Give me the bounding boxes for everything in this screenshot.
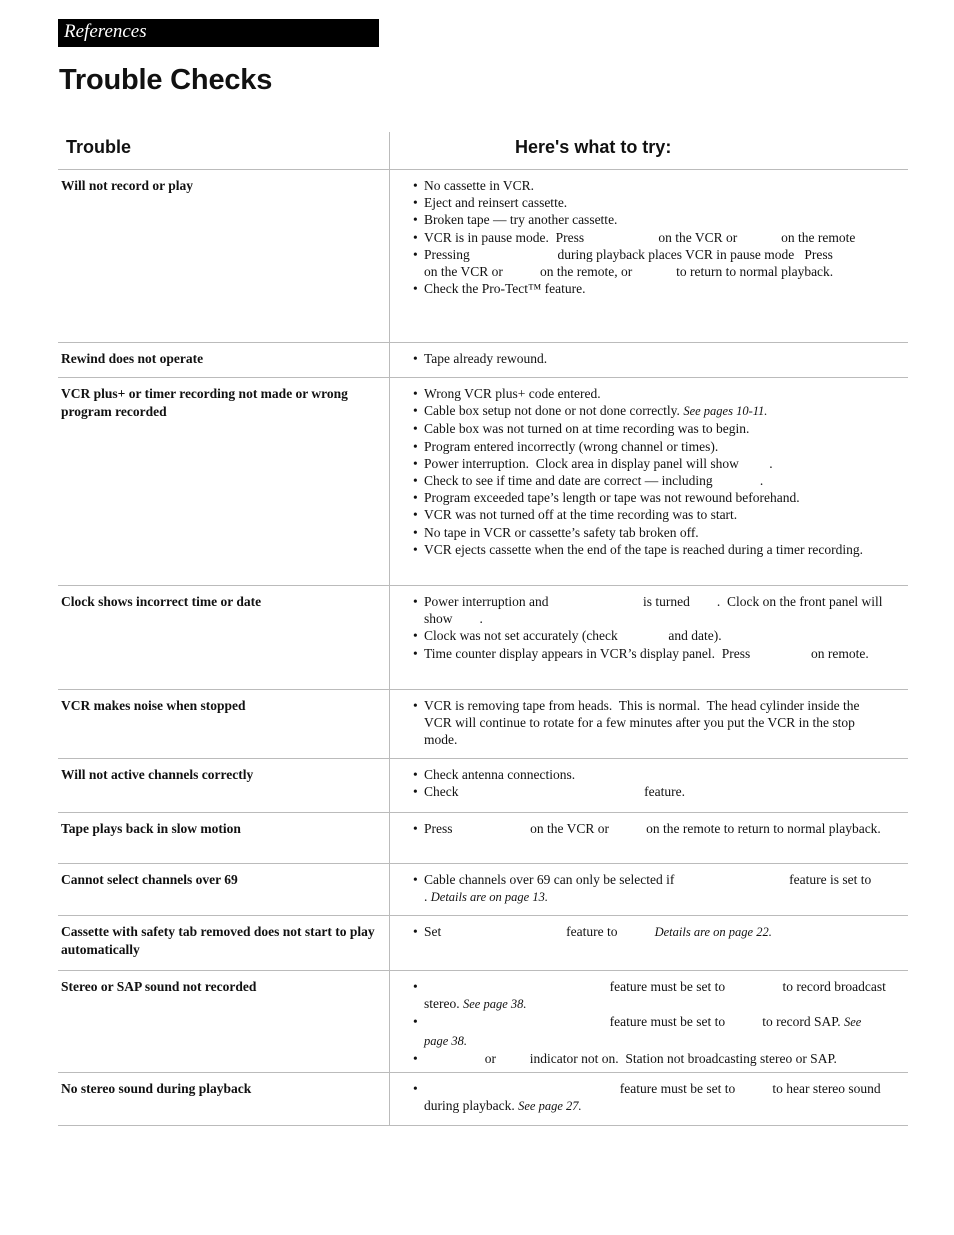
tip-text: VCR is removing tape from heads. This is normal. The head cylinder inside the VCR will continue to rotate for a few minutes after you put the VCR in the stop mode. — [424, 698, 863, 748]
section-header-bar — [58, 19, 379, 47]
trouble-label: Will not active channels correctly — [61, 767, 254, 782]
tip-text: Check the Pro-Tect™ feature. — [424, 281, 586, 297]
tip-item — [410, 420, 888, 437]
trouble-label: Stereo or SAP sound not recorded — [61, 979, 257, 994]
tip-text: Pressing during playback places VCR in pause mode Press on the VCR or on the remote, or to return to normal playback. — [424, 246, 897, 280]
tips-list — [410, 1080, 888, 1115]
trouble-label: Cannot select channels over 69 — [61, 872, 238, 887]
table-header — [58, 132, 908, 170]
tip-text: Power interruption and is turned . Clock on the front panel will show . — [424, 594, 886, 627]
trouble-label: VCR makes noise when stopped — [61, 698, 246, 713]
tip-text: Eject and reinsert cassette. — [424, 195, 568, 211]
page-title: Trouble Checks — [59, 64, 273, 96]
tip-item — [410, 923, 888, 941]
table-row — [58, 916, 908, 971]
tip-item — [410, 506, 888, 523]
tip-text: VCR is in pause mode. Press on the VCR or on the remote — [424, 229, 856, 245]
page-reference: See page 27. — [518, 1099, 582, 1114]
tip-item — [410, 783, 888, 800]
tips-list — [410, 820, 888, 837]
page-reference: See pages 10-11. — [683, 404, 768, 419]
tip-item — [410, 820, 888, 837]
tip-text: VCR ejects cassette when the end of the tape is reached during a timer recording. — [424, 541, 863, 557]
tip-text: Cable channels over 69 can only be selected if feature is set to . — [424, 872, 916, 905]
tip-text: feature must be set to to record SAP. — [424, 1014, 841, 1030]
tips-list — [410, 593, 888, 662]
tips-list — [410, 385, 888, 558]
table-row — [58, 378, 908, 586]
table-row — [58, 813, 908, 864]
tip-item — [410, 627, 888, 644]
tip-item — [410, 697, 888, 749]
tips-list — [410, 350, 888, 367]
trouble-label: Clock shows incorrect time or date — [61, 594, 262, 609]
tip-text: Cable box setup not done or not done correctly. — [424, 403, 680, 419]
trouble-label: Will not record or play — [61, 178, 194, 193]
table-row — [58, 864, 916, 916]
tip-item — [410, 350, 888, 367]
table-body — [58, 170, 916, 1126]
tip-item — [410, 1013, 888, 1049]
tip-text: Set feature to — [424, 924, 652, 939]
column-header-trouble: Trouble — [66, 137, 132, 157]
tip-text: No cassette in VCR. — [424, 178, 534, 193]
tip-item — [410, 402, 888, 420]
tip-text: Check antenna connections. — [424, 767, 576, 782]
tip-text: Program entered incorrectly (wrong channel or times). — [424, 438, 719, 454]
trouble-label: VCR plus+ or timer recording not made or wrong program recorded — [61, 386, 348, 419]
table-row — [58, 343, 908, 378]
table-row — [58, 971, 908, 1073]
section-label: References — [64, 21, 147, 42]
tip-text: Check feature. — [424, 784, 685, 800]
table-row — [58, 759, 908, 813]
tip-text: Program exceeded tape’s length or tape was not rewound beforehand. — [424, 490, 800, 506]
table-row — [58, 1073, 908, 1126]
table-row — [58, 170, 908, 343]
tips-list — [410, 697, 888, 749]
tip-item — [410, 524, 888, 541]
tip-text: Check to see if time and date are correct — including . — [424, 473, 764, 489]
trouble-label: Rewind does not operate — [61, 351, 204, 366]
page-reference: See page 38. — [462, 997, 527, 1012]
tip-text: Clock was not set accurately (check and date). — [424, 628, 722, 644]
page-reference: Details are on page 13. — [430, 890, 548, 905]
table-row — [58, 586, 908, 690]
tip-item — [410, 541, 888, 558]
tips-list — [410, 978, 888, 1067]
tip-text: or indicator not on. Station not broadcasting stereo or SAP. — [424, 1050, 837, 1066]
tip-item — [410, 177, 888, 194]
trouble-label: Cassette with safety tab removed does not start to play automatically — [61, 924, 375, 957]
tip-item — [410, 280, 888, 297]
tip-item — [410, 385, 888, 402]
tip-item — [410, 455, 888, 472]
tip-item — [410, 593, 888, 627]
tip-text: Broken tape — try another cassette. — [424, 212, 618, 228]
tip-text: VCR was not turned off at the time recording was to start. — [424, 507, 738, 523]
tips-list — [410, 177, 897, 297]
tip-item — [410, 472, 888, 489]
page-reference: See page 38. — [424, 1015, 862, 1048]
tip-item — [410, 1050, 888, 1067]
tip-item — [410, 766, 888, 783]
tip-text: feature must be set to to record broadcast stereo. — [424, 979, 890, 1012]
tip-text: Wrong VCR plus+ code entered. — [424, 386, 601, 401]
tips-list — [410, 766, 888, 800]
tip-item — [410, 489, 888, 506]
tip-text: Press on the VCR or on the remote to return to normal playback. — [424, 821, 881, 836]
tip-text: feature must be set to to hear stereo sound during playback. — [424, 1081, 885, 1114]
tip-text: No tape in VCR or cassette’s safety tab broken off. — [424, 524, 699, 540]
tip-item — [410, 194, 888, 211]
tip-item — [410, 229, 888, 246]
tip-item — [410, 871, 916, 906]
trouble-label: No stereo sound during playback — [61, 1081, 252, 1096]
trouble-label: Tape plays back in slow motion — [61, 821, 241, 836]
tip-item — [410, 438, 888, 455]
tip-item — [410, 211, 888, 228]
tip-text: Cable box was not turned on at time recording was to begin. — [424, 421, 750, 437]
column-header-try: Here's what to try: — [515, 137, 672, 157]
tip-text: Time counter display appears in VCR’s display panel. Press on remote. — [424, 645, 869, 661]
page-reference: Details are on page 22. — [654, 925, 772, 939]
tip-text: Tape already rewound. — [424, 351, 548, 366]
tip-item — [410, 978, 888, 1013]
table-row — [58, 690, 908, 759]
tip-item — [410, 246, 897, 280]
tip-item — [410, 1080, 888, 1115]
tips-list — [410, 871, 916, 906]
tips-list — [410, 923, 888, 941]
tip-item — [410, 645, 888, 662]
trouble-table — [58, 132, 916, 1126]
tip-text: Power interruption. Clock area in display panel will show . — [424, 455, 773, 471]
